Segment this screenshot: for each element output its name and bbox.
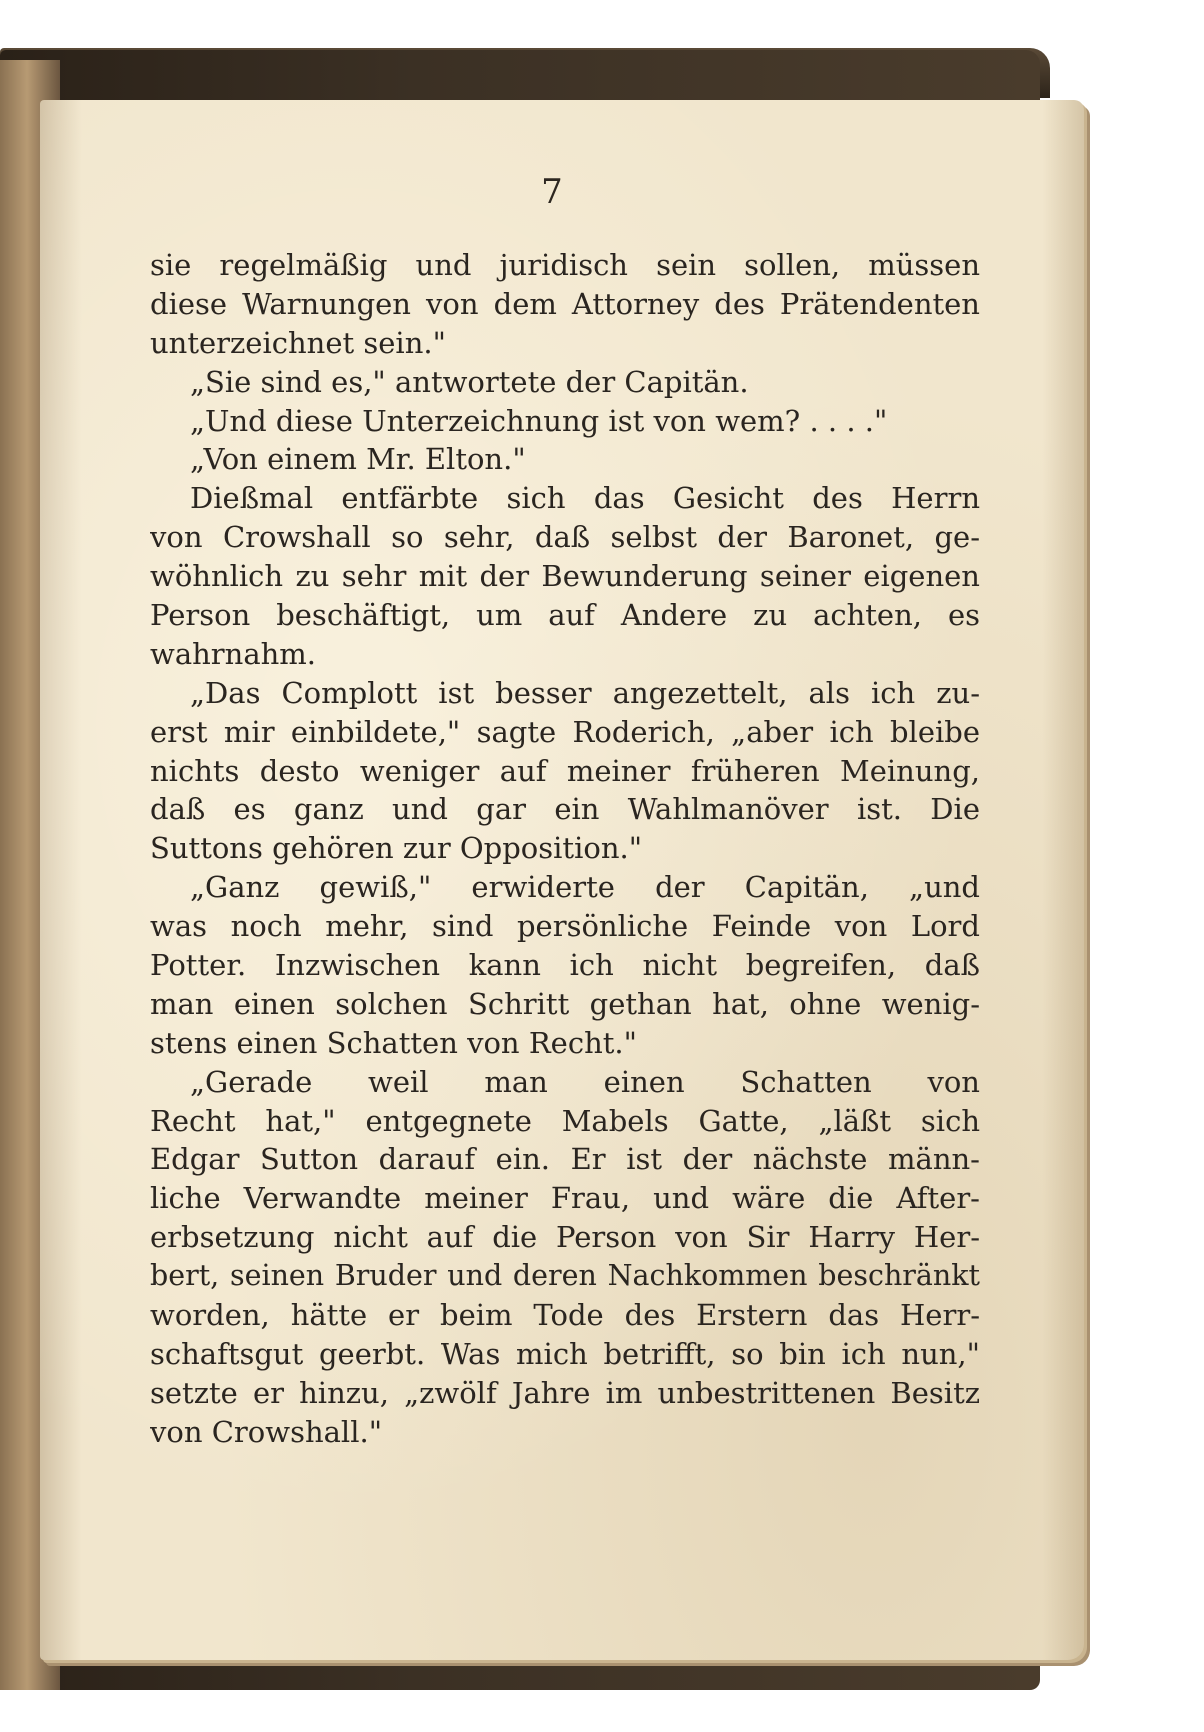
text-line: Person beschäftigt, um auf Andere zu achten, es bbox=[150, 598, 980, 633]
text-line: wahrnahm. bbox=[150, 636, 317, 671]
text-line: man einen solchen Schritt gethan hat, ohne wenig- bbox=[150, 986, 980, 1021]
text-line: worden, hätte er beim Tode des Erstern das Herr- bbox=[150, 1298, 980, 1333]
text-line: Recht hat," entgegnete Mabels Gatte, „läßt sich bbox=[150, 1103, 980, 1138]
text-line: bert, seinen Bruder und deren Nachkommen beschränkt bbox=[150, 1259, 980, 1293]
text-line: unterzeichnet sein." bbox=[150, 325, 446, 360]
text-line: von Crowshall." bbox=[150, 1414, 383, 1449]
text-line: Dießmal entfärbte sich das Gesicht des Herrn bbox=[190, 481, 980, 516]
text-line: setzte er hinzu, „zwölf Jahre im unbestrittenen Besitz bbox=[150, 1375, 980, 1410]
text-line: stens einen Schatten von Recht." bbox=[150, 1025, 637, 1060]
text-line: was noch mehr, sind persönliche Feinde von Lord bbox=[150, 909, 980, 944]
text-line: Suttons gehören zur Opposition." bbox=[150, 831, 643, 866]
text-line: erbsetzung nicht auf die Person von Sir Harry Her- bbox=[150, 1220, 980, 1255]
text-line: wöhnlich zu sehr mit der Bewunderung seiner eigenen bbox=[150, 559, 980, 594]
text-line: erst mir einbildete," sagte Roderich, „aber ich bleibe bbox=[150, 714, 980, 749]
page-number: 7 bbox=[541, 172, 563, 212]
text-line: „Von einem Mr. Elton." bbox=[190, 442, 526, 477]
text-line: „Gerade weil man einen Schatten von bbox=[190, 1064, 980, 1099]
text-line: von Crowshall so sehr, daß selbst der Baronet, ge- bbox=[150, 520, 980, 555]
page-text bbox=[150, 246, 980, 1452]
text-line: schaftsgut geerbt. Was mich betrifft, so bin ich nun," bbox=[150, 1336, 980, 1371]
text-line: „Sie sind es," antwortete der Capitän. bbox=[190, 364, 749, 399]
text-line: „Ganz gewiß," erwiderte der Capitän, „und bbox=[190, 870, 980, 905]
text-line: diese Warnungen von dem Attorney des Prätendenten bbox=[150, 286, 980, 321]
text-line: „Und diese Unterzeichnung ist von wem? . . . ." bbox=[190, 403, 888, 438]
text-line: „Das Complott ist besser angezettelt, als ich zu- bbox=[190, 675, 980, 710]
text-line: Edgar Sutton darauf ein. Er ist der nächste männ- bbox=[150, 1142, 980, 1177]
text-line: daß es ganz und gar ein Wahlmanöver ist. Die bbox=[150, 792, 980, 827]
text-line: nichts desto weniger auf meiner früheren Meinung, bbox=[150, 753, 980, 788]
text-line: sie regelmäßig und juridisch sein sollen, müssen bbox=[150, 248, 980, 282]
text-line: liche Verwandte meiner Frau, und wäre die After- bbox=[150, 1181, 980, 1216]
text-line: Potter. Inzwischen kann ich nicht begreifen, daß bbox=[150, 948, 980, 983]
